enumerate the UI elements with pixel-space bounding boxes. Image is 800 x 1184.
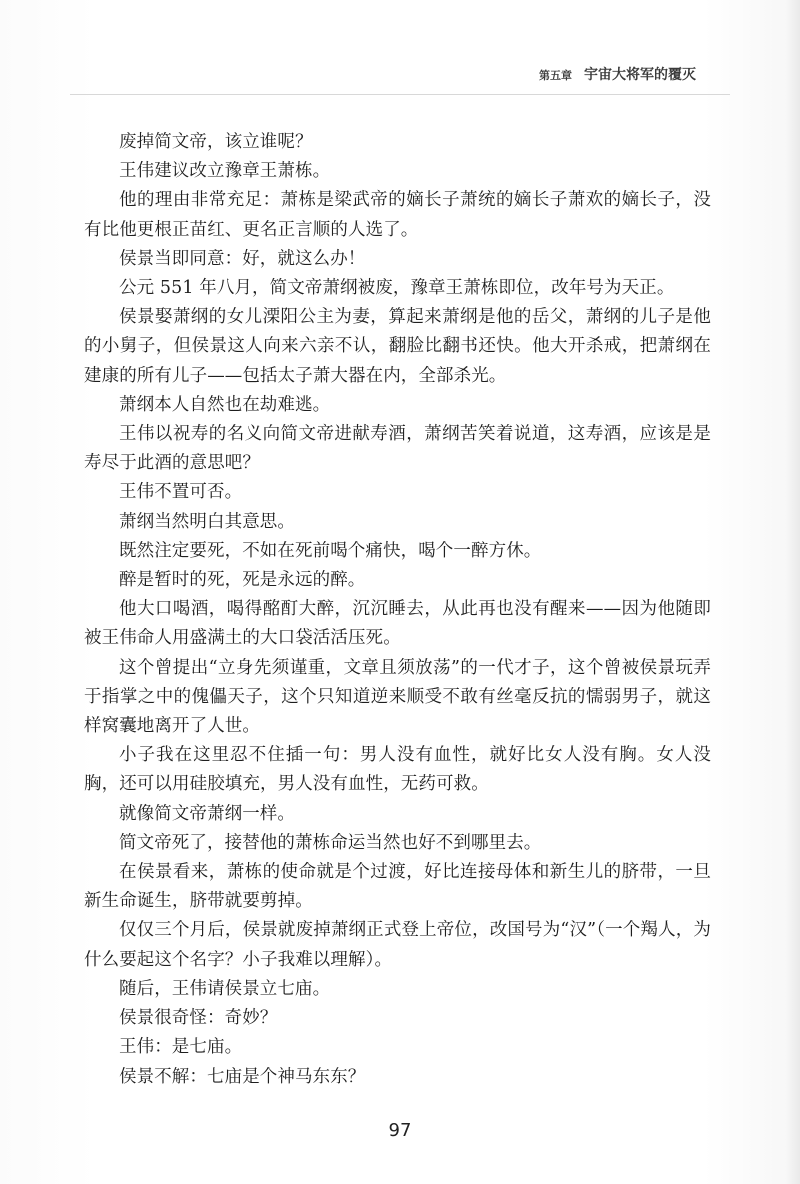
paragraph: 醉是暂时的死，死是永远的醉。 (119, 570, 366, 591)
paragraph: 王伟不置可否。 (119, 482, 243, 503)
paragraph: 萧纲当然明白其意思。 (119, 511, 295, 532)
paragraph: 侯景娶萧纲的女儿溧阳公主为妻，算起来萧纲是他的岳父，萧纲的儿子是他的小舅子，但侯景这人向来六亲不认，翻脸比翻书还快。他大开杀戒，把萧纲在建康的所有儿子——包括太子萧大器在内，全部杀光。 (84, 307, 711, 386)
body-text (84, 128, 711, 1092)
paragraph: 他大口喝酒，喝得酩酊大醉，沉沉睡去，从此再也没有醒来——因为他随即被王伟命人用盛满土的大口袋活活压死。 (84, 599, 711, 649)
paragraph: 简文帝死了，接替他的萧栋命运当然也好不到哪里去。 (119, 832, 542, 853)
chapter-title: 宇宙大将军的覆灭 (584, 67, 696, 83)
header-rule (70, 94, 730, 95)
paragraph: 萧纲本人自然也在劫难逃。 (119, 394, 331, 415)
paragraph: 小子我在这里忍不住插一句：男人没有血性，就好比女人没有胸。女人没胸，还可以用硅胶填充，男人没有血性，无药可救。 (84, 745, 711, 795)
page-edge-shadow (786, 0, 800, 1184)
paragraph: 在侯景看来，萧栋的使命就是个过渡，好比连接母体和新生儿的脐带，一旦新生命诞生，脐带就要剪掉。 (84, 862, 711, 912)
paragraph: 侯景当即同意：好，就这么办！ (119, 248, 366, 269)
paragraph: 这个曾提出“立身先须谨重，文章且须放荡”的一代才子，这个曾被侯景玩弄于指掌之中的傀儡天子，这个只知道逆来顺受不敢有丝毫反抗的懦弱男子，就这样窝囊地离开了人世。 (84, 657, 711, 737)
paragraph: 侯景不解：七庙是个神马东东？ (119, 1066, 366, 1087)
paragraph: 废掉简文帝，该立谁呢？ (119, 132, 313, 152)
paragraph: 他的理由非常充足：萧栋是梁武帝的嫡长子萧统的嫡长子萧欢的嫡长子，没有比他更根正苗红、更名正言顺的人选了。 (84, 190, 711, 240)
paragraph: 侯景很奇怪：奇妙？ (119, 1008, 278, 1029)
paragraph: 王伟建议改立豫章王萧栋。 (119, 161, 331, 182)
paragraph: 王伟以祝寿的名义向简文帝进献寿酒，萧纲苦笑着说道，这寿酒，应该是是寿尽于此酒的意思吧？ (84, 424, 711, 474)
paragraph: 仅仅三个月后，侯景就废掉萧纲正式登上帝位，改国号为“汉”（一个羯人，为什么要起这个名字？小子我难以理解）。 (84, 920, 711, 970)
paragraph: 公元 551 年八月，简文帝萧纲被废，豫章王萧栋即位，改年号为天正。 (119, 278, 675, 299)
running-header (539, 64, 696, 84)
paragraph: 王伟：是七庙。 (119, 1037, 243, 1058)
paragraph: 随后，王伟请侯景立七庙。 (119, 978, 331, 999)
chapter-number: 第五章 (539, 69, 572, 82)
paragraph: 既然注定要死，不如在死前喝个痛快，喝个一醉方休。 (119, 540, 542, 561)
paragraph: 就像简文帝萧纲一样。 (119, 803, 295, 824)
page-number: 97 (388, 1120, 412, 1141)
